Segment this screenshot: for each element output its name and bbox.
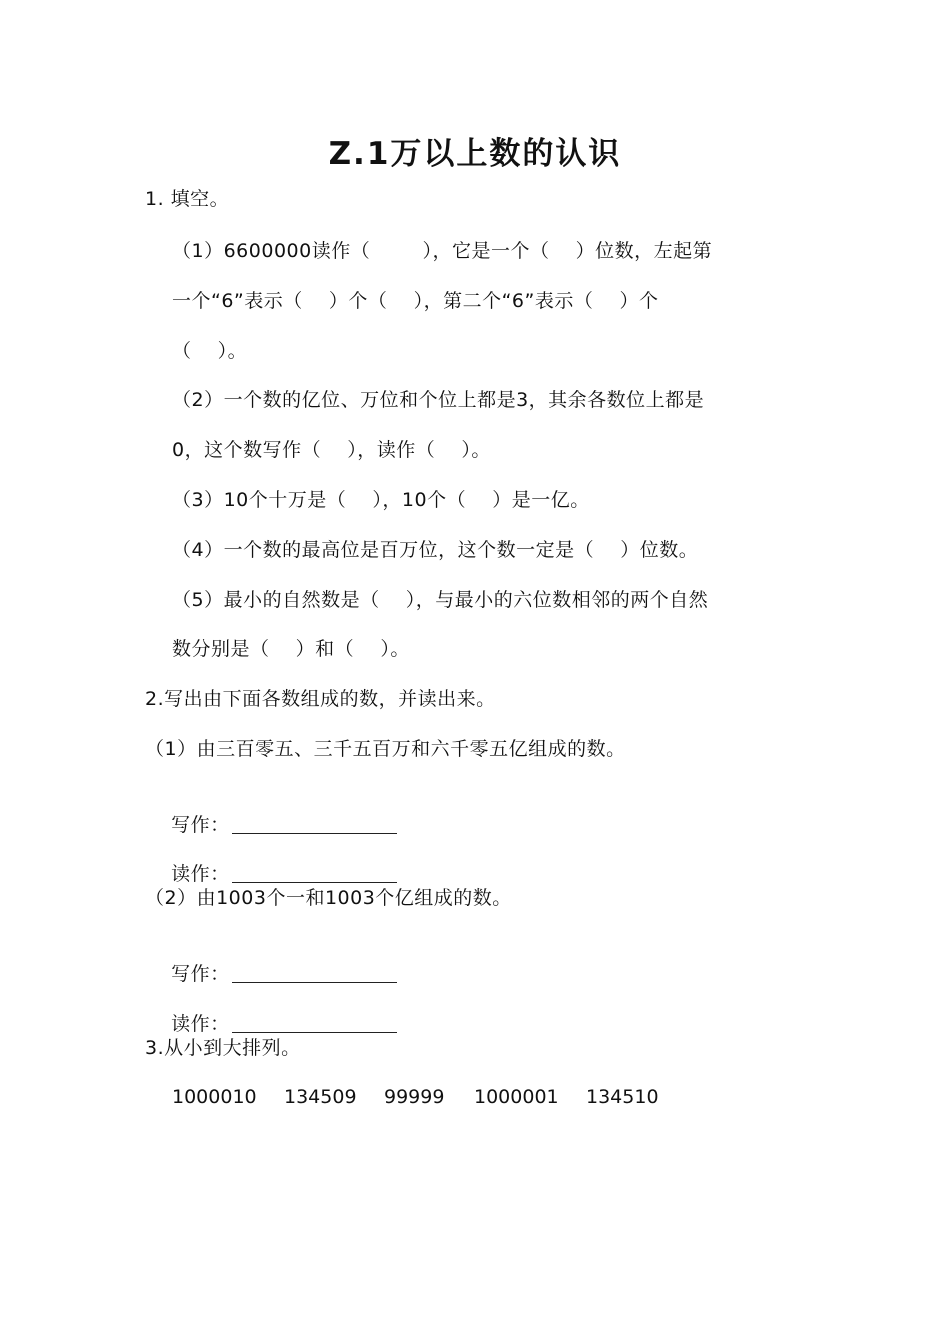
q1-line-3: （ ）。 [172, 340, 248, 362]
number-item: 99999 [384, 1086, 445, 1108]
q1-line-4: （2）一个数的亿位、万位和个位上都是3，其余各数位上都是 [172, 389, 705, 411]
read-answer-blank[interactable] [232, 862, 397, 883]
q2-sub-2: （2）由1003个一和1003个亿组成的数。 [145, 887, 512, 909]
q2-sub-1: （1）由三百零五、三千五百万和六千零五亿组成的数。 [145, 738, 626, 760]
page-title: Z.1万以上数的认识 [328, 136, 622, 172]
q1-heading: 1. 填空。 [145, 188, 230, 210]
q1-line-2: 一个“6”表示（ ）个（ ），第二个“6”表示（ ）个 [172, 290, 659, 312]
q1-line-5: 0，这个数写作（ ），读作（ ）。 [172, 439, 491, 461]
number-item: 134510 [586, 1086, 659, 1108]
read-label: 读作： [171, 863, 230, 885]
number-item: 1000001 [474, 1086, 559, 1108]
write-label: 写作： [171, 963, 230, 985]
q1-line-1: （1）6600000读作（ ），它是一个（ ）位数，左起第 [172, 240, 713, 262]
write-answer-blank[interactable] [232, 962, 397, 983]
read-answer-blank[interactable] [232, 1012, 397, 1033]
number-item: 1000010 [172, 1086, 257, 1108]
write-label: 写作： [171, 814, 230, 836]
read-label: 读作： [171, 1013, 230, 1035]
q1-line-6: （3）10个十万是（ ），10个（ ）是一亿。 [172, 489, 590, 511]
write-answer-blank[interactable] [232, 813, 397, 834]
q1-line-7: （4）一个数的最高位是百万位，这个数一定是（ ）位数。 [172, 539, 699, 561]
q1-line-9: 数分别是（ ）和（ ）。 [172, 638, 410, 660]
q2-heading: 2.写出由下面各数组成的数，并读出来。 [145, 688, 496, 710]
number-item: 134509 [284, 1086, 357, 1108]
q1-line-8: （5）最小的自然数是（ ），与最小的六位数相邻的两个自然 [172, 589, 709, 611]
q3-heading: 3.从小到大排列。 [145, 1037, 301, 1059]
